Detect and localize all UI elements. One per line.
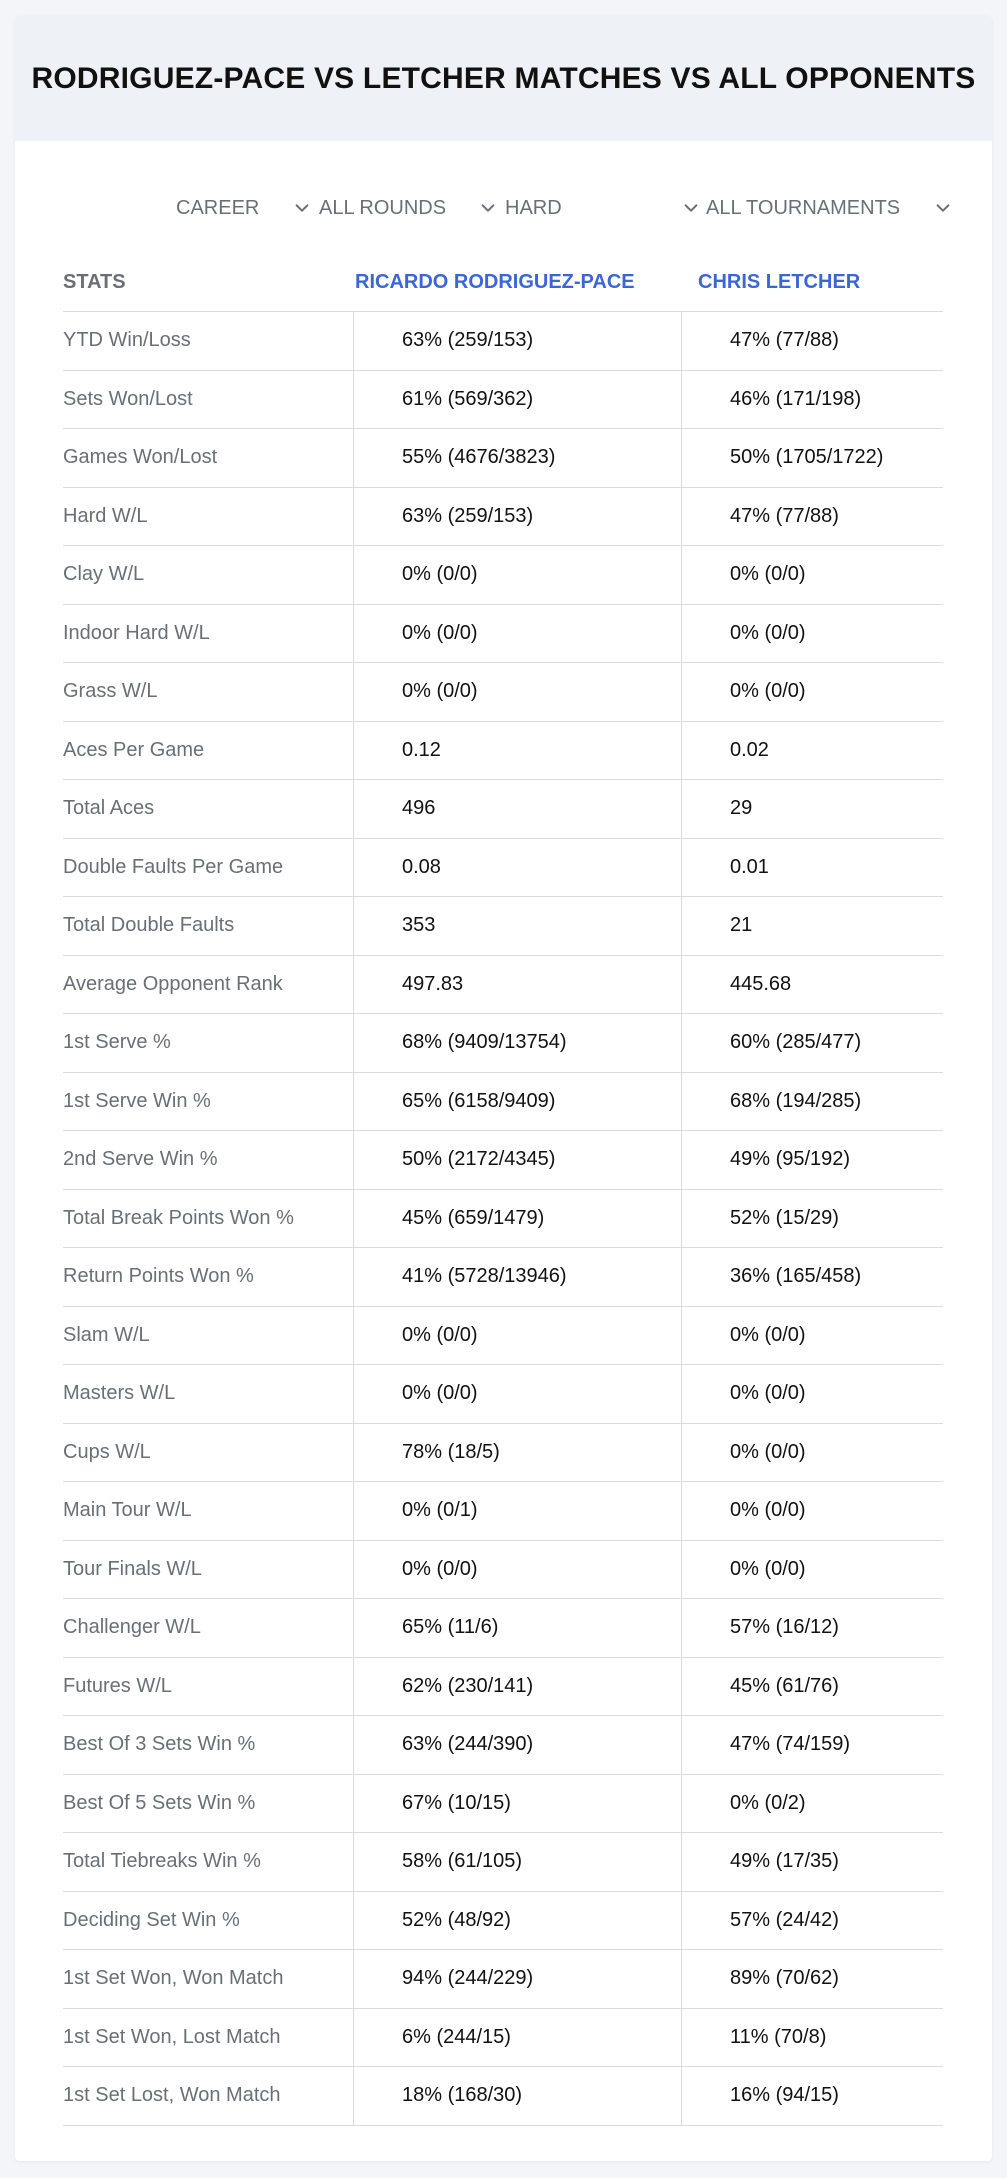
- player1-value: 0.08: [353, 839, 681, 897]
- stat-label: Tour Finals W/L: [63, 1557, 202, 1580]
- stat-label: Deciding Set Win %: [63, 1908, 240, 1931]
- player1-value: 0% (0/0): [353, 663, 681, 721]
- table-row: [63, 1658, 943, 1717]
- stat-label: Return Points Won %: [63, 1265, 254, 1288]
- player2-value: 16% (94/15): [681, 2067, 943, 2125]
- player2-value: 45% (61/76): [681, 1658, 943, 1716]
- stat-label: Indoor Hard W/L: [63, 621, 210, 644]
- player2-value: 89% (70/62): [681, 1950, 943, 2008]
- player2-value: 49% (17/35): [681, 1833, 943, 1891]
- player2-value: 36% (165/458): [681, 1248, 943, 1306]
- table-row: [63, 780, 943, 839]
- chevron-down-icon: [479, 188, 497, 228]
- table-row: [63, 1775, 943, 1834]
- table-row: [63, 1248, 943, 1307]
- filter-label: CAREER: [176, 196, 260, 219]
- table-row: [63, 1190, 943, 1249]
- player1-value: 63% (244/390): [353, 1716, 681, 1774]
- stat-label: Total Aces: [63, 797, 155, 820]
- table-row: [63, 1716, 943, 1775]
- player1-value: 62% (230/141): [353, 1658, 681, 1716]
- player1-value: 65% (11/6): [353, 1599, 681, 1657]
- stat-label: Aces Per Game: [63, 738, 205, 761]
- stat-label: 1st Set Won, Lost Match: [63, 2025, 281, 2048]
- column-header-stats: STATS: [63, 271, 126, 293]
- table-row: [63, 546, 943, 605]
- player1-value: 61% (569/362): [353, 371, 681, 429]
- table-row: [63, 1307, 943, 1366]
- table-row: [63, 1424, 943, 1483]
- table-row: [63, 839, 943, 898]
- table-row: [63, 1892, 943, 1951]
- table-header: [63, 254, 943, 312]
- filter-label: HARD: [505, 196, 562, 219]
- player2-value: 11% (70/8): [681, 2009, 943, 2067]
- player1-value: 67% (10/15): [353, 1775, 681, 1833]
- table-row: [63, 722, 943, 781]
- filter-label: ALL ROUNDS: [319, 196, 447, 219]
- player1-value: 50% (2172/4345): [353, 1131, 681, 1189]
- player2-value: 47% (74/159): [681, 1716, 943, 1774]
- player2-value: 0% (0/0): [681, 1482, 943, 1540]
- player1-value: 55% (4676/3823): [353, 429, 681, 487]
- stat-label: 1st Serve %: [63, 1031, 171, 1054]
- player2-value: 21: [681, 897, 943, 955]
- player1-value: 52% (48/92): [353, 1892, 681, 1950]
- stat-label: YTD Win/Loss: [63, 329, 191, 352]
- table-body: [63, 312, 943, 2126]
- stat-label: 1st Serve Win %: [63, 1089, 211, 1112]
- table-row: [63, 1365, 943, 1424]
- player2-value: 0% (0/0): [681, 1307, 943, 1365]
- player1-value: 0% (0/0): [353, 1541, 681, 1599]
- filter-rounds-dropdown[interactable]: [319, 188, 499, 228]
- stat-label: 1st Set Lost, Won Match: [63, 2084, 281, 2107]
- player2-value: 0% (0/0): [681, 663, 943, 721]
- stat-label: Games Won/Lost: [63, 446, 218, 469]
- player2-value: 50% (1705/1722): [681, 429, 943, 487]
- table-row: [63, 1131, 943, 1190]
- player1-value: 94% (244/229): [353, 1950, 681, 2008]
- player1-value: 18% (168/30): [353, 2067, 681, 2125]
- table-row: [63, 2009, 943, 2068]
- table-row: [63, 1541, 943, 1600]
- stat-label: Challenger W/L: [63, 1616, 201, 1639]
- player1-value: 0% (0/0): [353, 1365, 681, 1423]
- stat-label: 1st Set Won, Won Match: [63, 1967, 284, 1990]
- stat-label: Average Opponent Rank: [63, 972, 283, 995]
- player1-value: 6% (244/15): [353, 2009, 681, 2067]
- stat-label: Total Break Points Won %: [63, 1206, 294, 1229]
- player2-value: 0% (0/0): [681, 1424, 943, 1482]
- player2-value: 0.02: [681, 722, 943, 780]
- page-header: [15, 16, 992, 141]
- player2-value: 0% (0/0): [681, 605, 943, 663]
- player2-value: 68% (194/285): [681, 1073, 943, 1131]
- player1-value: 497.83: [353, 956, 681, 1014]
- stat-label: Sets Won/Lost: [63, 387, 193, 410]
- stat-label: Grass W/L: [63, 680, 158, 703]
- stat-label: Slam W/L: [63, 1323, 150, 1346]
- stat-label: Best Of 3 Sets Win %: [63, 1733, 256, 1756]
- player1-value: 65% (6158/9409): [353, 1073, 681, 1131]
- stats-table: [63, 254, 943, 2126]
- filter-career-dropdown[interactable]: [176, 188, 311, 228]
- player2-value: 57% (24/42): [681, 1892, 943, 1950]
- table-row: [63, 1599, 943, 1658]
- player2-value: 57% (16/12): [681, 1599, 943, 1657]
- player2-value: 0% (0/0): [681, 1541, 943, 1599]
- table-row: [63, 956, 943, 1015]
- player2-value: 46% (171/198): [681, 371, 943, 429]
- filter-surface-dropdown[interactable]: [505, 188, 705, 228]
- filter-bar: [15, 188, 992, 228]
- player1-value: 78% (18/5): [353, 1424, 681, 1482]
- player2-value: 0% (0/0): [681, 546, 943, 604]
- player1-value: 496: [353, 780, 681, 838]
- table-row: [63, 2067, 943, 2126]
- column-header-player2-link[interactable]: CHRIS LETCHER: [698, 271, 861, 293]
- filter-label: ALL TOURNAMENTS: [706, 196, 901, 219]
- column-header-player1-link[interactable]: RICARDO RODRIGUEZ-PACE: [355, 271, 635, 293]
- chevron-down-icon: [293, 188, 311, 228]
- stat-label: Clay W/L: [63, 563, 145, 586]
- stat-label: Masters W/L: [63, 1382, 176, 1405]
- player2-value: 0% (0/2): [681, 1775, 943, 1833]
- player1-value: 353: [353, 897, 681, 955]
- table-row: [63, 312, 943, 371]
- player2-value: 445.68: [681, 956, 943, 1014]
- player2-value: 49% (95/192): [681, 1131, 943, 1189]
- player1-value: 0% (0/0): [353, 605, 681, 663]
- stat-label: 2nd Serve Win %: [63, 1148, 218, 1171]
- player1-value: 63% (259/153): [353, 488, 681, 546]
- table-row: [63, 1482, 943, 1541]
- player1-value: 63% (259/153): [353, 312, 681, 370]
- player1-value: 58% (61/105): [353, 1833, 681, 1891]
- stat-label: Futures W/L: [63, 1674, 172, 1697]
- player2-value: 47% (77/88): [681, 312, 943, 370]
- chevron-down-icon: [682, 188, 700, 228]
- table-row: [63, 488, 943, 547]
- stat-label: Total Double Faults: [63, 914, 235, 937]
- stat-label: Total Tiebreaks Win %: [63, 1850, 261, 1873]
- player1-value: 0% (0/0): [353, 546, 681, 604]
- table-row: [63, 1014, 943, 1073]
- table-row: [63, 429, 943, 488]
- player1-value: 45% (659/1479): [353, 1190, 681, 1248]
- player2-value: 60% (285/477): [681, 1014, 943, 1072]
- chevron-down-icon: [934, 188, 952, 228]
- player2-value: 0% (0/0): [681, 1365, 943, 1423]
- player1-value: 0% (0/0): [353, 1307, 681, 1365]
- table-row: [63, 1073, 943, 1132]
- player1-value: 41% (5728/13946): [353, 1248, 681, 1306]
- stats-card: [15, 16, 992, 2161]
- table-row: [63, 605, 943, 664]
- filter-tournaments-dropdown[interactable]: [706, 188, 956, 228]
- player1-value: 0.12: [353, 722, 681, 780]
- player2-value: 52% (15/29): [681, 1190, 943, 1248]
- stat-label: Double Faults Per Game: [63, 855, 284, 878]
- table-row: [63, 371, 943, 430]
- stat-label: Best Of 5 Sets Win %: [63, 1791, 256, 1814]
- player2-value: 0.01: [681, 839, 943, 897]
- player2-value: 47% (77/88): [681, 488, 943, 546]
- player1-value: 0% (0/1): [353, 1482, 681, 1540]
- table-row: [63, 663, 943, 722]
- table-row: [63, 897, 943, 956]
- player2-value: 29: [681, 780, 943, 838]
- stat-label: Hard W/L: [63, 504, 148, 527]
- stat-label: Main Tour W/L: [63, 1499, 192, 1522]
- page-title: RODRIGUEZ-PACE VS LETCHER MATCHES VS ALL OPPONENTS: [31, 61, 976, 95]
- player1-value: 68% (9409/13754): [353, 1014, 681, 1072]
- table-row: [63, 1950, 943, 2009]
- table-row: [63, 1833, 943, 1892]
- stat-label: Cups W/L: [63, 1440, 151, 1463]
